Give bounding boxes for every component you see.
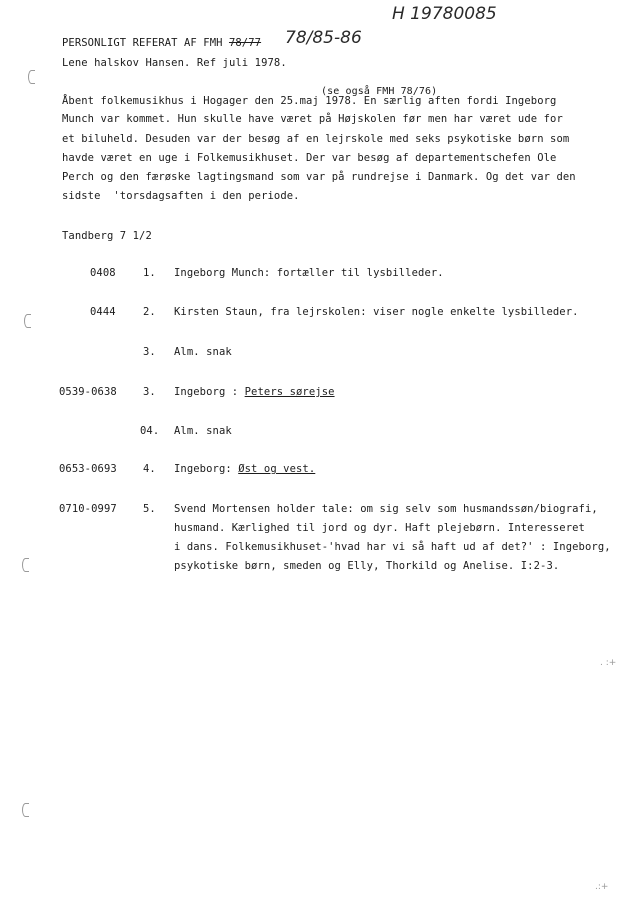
intro-line-6: sidste 'torsdagsaften i den periode. xyxy=(62,190,300,202)
intro-line-3: et biluheld. Desuden var der besøg af en lejrskole med seks psykotiske børn som xyxy=(62,133,570,145)
entry-number: 5. xyxy=(143,503,156,515)
entry-number: 3. xyxy=(143,386,156,398)
entry-text: Alm. snak xyxy=(174,425,232,437)
see-also-note: (se også FMH 78/76) xyxy=(321,86,438,97)
tape-label: Tandberg 7 1/2 xyxy=(62,230,152,242)
header-author-line: Lene halskov Hansen. Ref juli 1978. xyxy=(62,57,287,69)
entry-number: 2. xyxy=(143,306,156,318)
entry-text: Alm. snak xyxy=(174,346,232,358)
intro-line-5: Perch og den færøske lagtingsmand som var på rundrejse i Danmark. Og det var den xyxy=(62,171,576,183)
entry-text-line-2: husmand. Kærlighed til jord og dyr. Haft plejebørn. Interesseret xyxy=(174,522,585,534)
entry-time: 0653-0693 xyxy=(59,463,117,475)
intro-line-2: Munch var kommet. Hun skulle have været på Højskolen før men har været ude for xyxy=(62,113,563,125)
entry-number: 3. xyxy=(143,346,156,358)
scan-speck: .:+ xyxy=(595,882,609,892)
entry-text: Ingeborg Munch: fortæller til lysbilleder. xyxy=(174,267,444,279)
entry-text-line-4: psykotiske børn, smeden og Elly, Thorkild og Anelise. I:2-3. xyxy=(174,560,560,572)
entry-speaker: Ingeborg : xyxy=(174,386,245,398)
entry-text-line-1: Svend Mortensen holder tale: om sig selv som husmandssøn/biografi, xyxy=(174,503,598,515)
entry-number: 04. xyxy=(140,425,160,437)
entry-text xyxy=(174,386,335,399)
header-struck-number: 78/77 xyxy=(228,37,262,49)
entry-time: 0539-0638 xyxy=(59,386,117,398)
entry-title-underlined: Øst og vest. xyxy=(238,463,316,475)
punch-hole-mark xyxy=(28,70,35,84)
entry-title-underlined: Peters sørejse xyxy=(244,386,335,398)
punch-hole-mark xyxy=(22,803,29,817)
header-title-text: PERSONLIGT REFERAT AF FMH xyxy=(62,37,223,49)
archive-number-handwritten: H 19780085 xyxy=(392,4,497,24)
intro-line-4: havde været en uge i Folkemusikhuset. Der var besøg af departementschefen Ole xyxy=(62,152,557,164)
entry-time: 0444 xyxy=(90,306,116,318)
entry-text: Kirsten Staun, fra lejrskolen: viser nogle enkelte lysbilleder. xyxy=(174,306,579,318)
entry-text-line-3: i dans. Folkemusikhuset-'hvad har vi så haft ud af det?' : Ingeborg, xyxy=(174,541,611,553)
intro-line-1: Åbent folkemusikhus i Hogager den 25.maj 1978. En særlig aften fordi Ingeborg xyxy=(62,95,557,107)
entry-number: 4. xyxy=(143,463,156,475)
header-title xyxy=(62,37,261,50)
punch-hole-mark xyxy=(22,558,29,572)
entry-speaker: Ingeborg: xyxy=(174,463,239,475)
punch-hole-mark xyxy=(24,314,31,328)
entry-time: 0710-0997 xyxy=(59,503,117,515)
entry-time: 0408 xyxy=(90,267,116,279)
reference-number-handwritten: 78/85-86 xyxy=(285,28,362,48)
entry-number: 1. xyxy=(143,267,156,279)
scan-speck: . :+ xyxy=(600,658,617,668)
entry-text xyxy=(174,463,315,476)
